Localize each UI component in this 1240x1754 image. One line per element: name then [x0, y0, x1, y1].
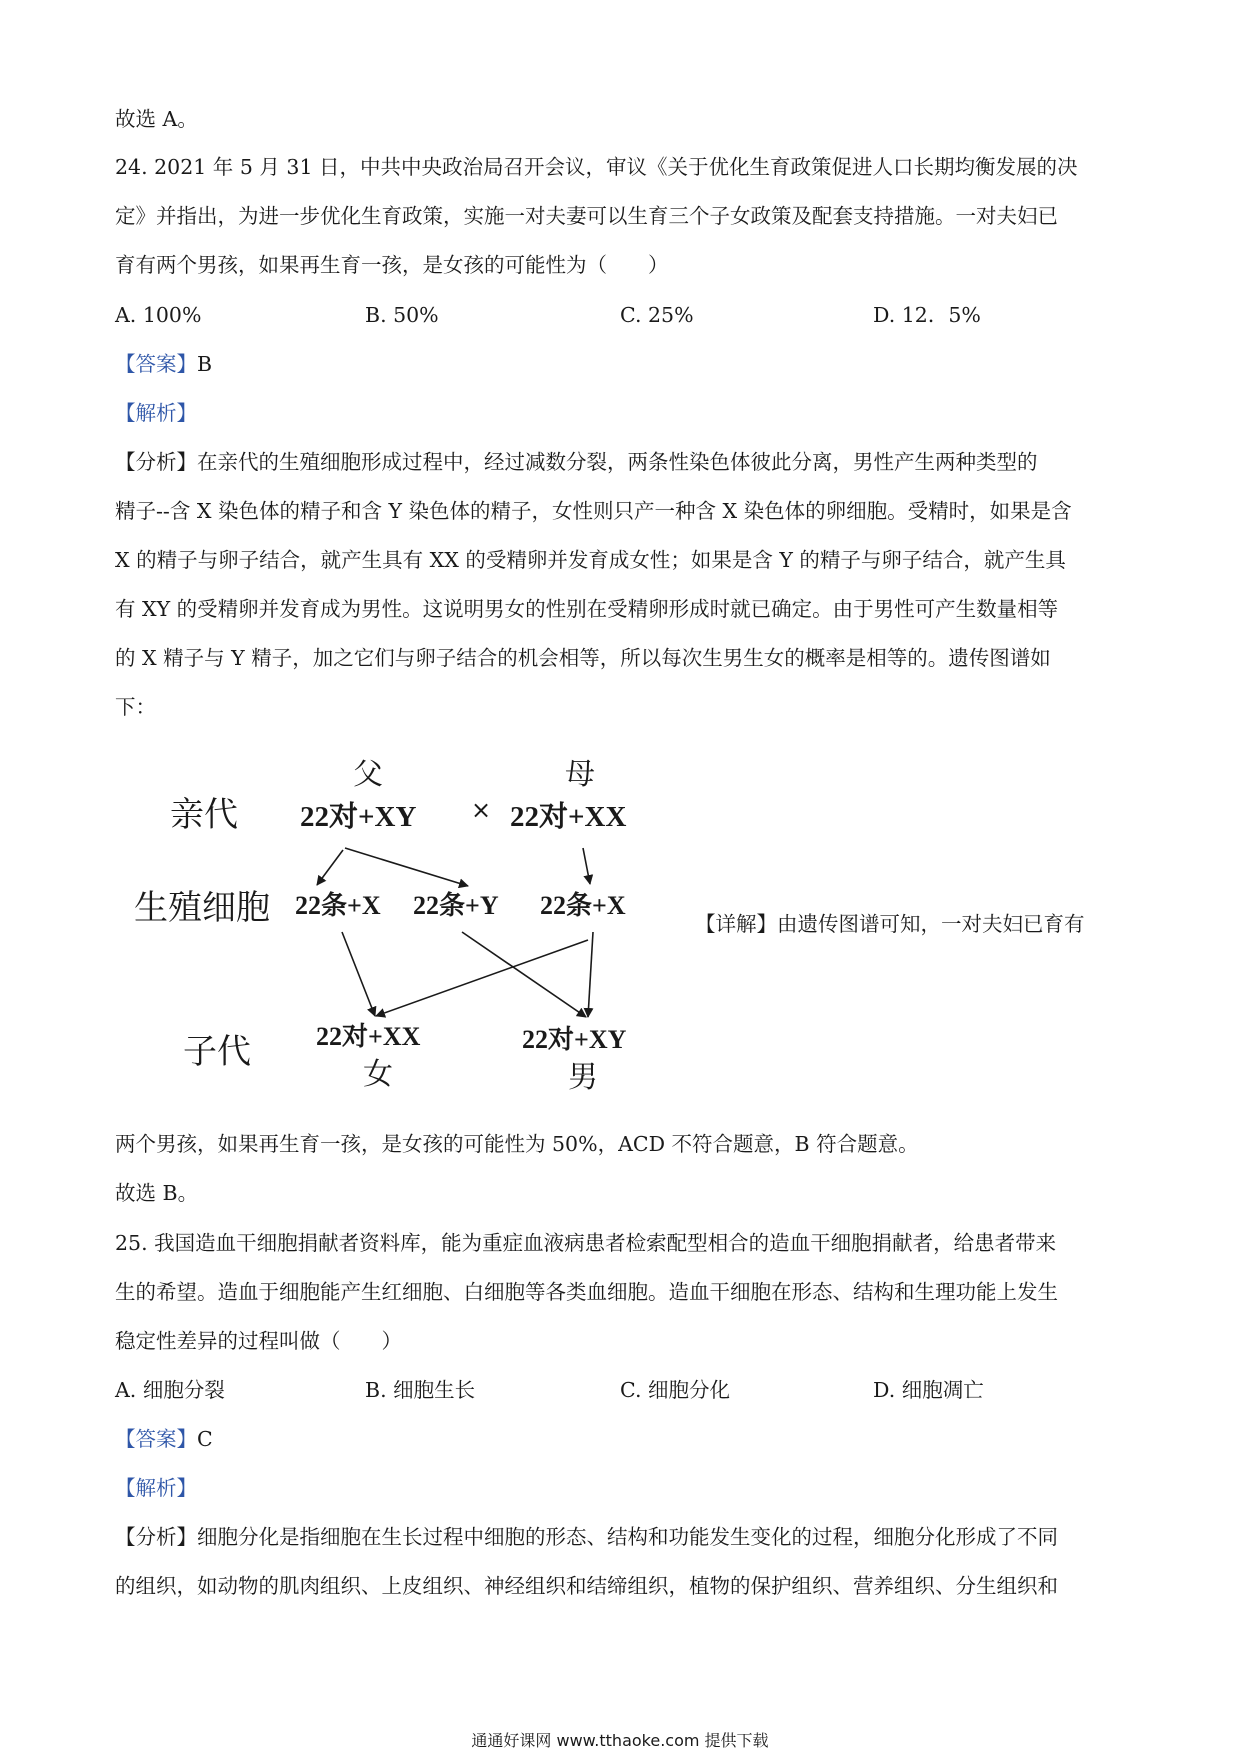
answer-value: C: [197, 1427, 213, 1451]
offspring-generation-label: 子代: [183, 1032, 251, 1072]
conclusion-line: 故选 B。: [115, 1181, 199, 1205]
arrow-my-to-male: [462, 932, 586, 1017]
mother-genotype: 22对+XX: [510, 801, 627, 833]
arrow-father-to-y: [345, 848, 468, 886]
answer-tag: 【答案】: [115, 352, 197, 376]
analysis-line-4: 有 XY 的受精卵并发育成为男性。这说明男女的性别在受精卵形成时就已确定。由于男性可产生数量相等: [115, 597, 1059, 621]
gamete-x-mother: 22条+X: [540, 891, 626, 920]
arrow-mother-to-x: [583, 848, 590, 884]
gamete-x-father: 22条+X: [295, 891, 381, 920]
answer-tag: 【答案】: [115, 1427, 197, 1451]
analysis-line-2: 的组织，如动物的肌肉组织、上皮组织、神经组织和结缔组织，植物的保护组织、营养组织、分生组织和: [115, 1574, 1058, 1598]
offspring-male-genotype: 22对+XY: [522, 1025, 627, 1054]
question-25-line-1: 25. 我国造血干细胞捐献者资料库，能为重症血液病患者检索配型相合的造血干细胞捐献者，给患者带来: [115, 1231, 1057, 1255]
option-b: B. 50%: [365, 303, 439, 327]
footer-source: 通通好课网 www.tthaoke.com 提供下载: [471, 1731, 769, 1750]
detail-line-1: [695, 909, 1125, 939]
detail-tag: 【详解】: [695, 912, 777, 936]
question-24-line-1: 24. 2021 年 5 月 31 日，中共中央政治局召开会议，审议《关于优化生育政策促进人口长期均衡发展的决: [115, 155, 1078, 179]
offspring-female-genotype: 22对+XX: [316, 1022, 421, 1051]
analysis-tag: 【解析】: [115, 401, 197, 425]
analysis-tag: 【解析】: [115, 1476, 197, 1500]
analysis-line-1: [115, 1522, 1130, 1552]
arrow-mx-to-female: [376, 940, 588, 1016]
analysis-heading: [115, 1473, 1130, 1503]
question-24-line-2: 定》并指出，为进一步优化生育政策，实施一对夫妻可以生育三个子女政策及配套支持措施。一对夫妇已: [115, 204, 1058, 228]
question-25-line-2: 生的希望。造血于细胞能产生红细胞、白细胞等各类血细胞。造血干细胞在形态、结构和生理功能上发生: [115, 1280, 1058, 1304]
analysis-sub-tag: 【分析】: [115, 1525, 197, 1549]
offspring-female-sex: 女: [363, 1057, 393, 1092]
answer-value: B: [197, 352, 213, 376]
analysis-text: 细胞分化是指细胞在生长过程中细胞的形态、结构和功能发生变化的过程，细胞分化形成了不同: [197, 1525, 1058, 1549]
mother-label: 母: [565, 757, 595, 792]
analysis-line-2: 精子--含 X 染色体的精子和含 Y 染色体的精子，女性则只产一种含 X 染色体的卵细胞。受精时，如果是含: [115, 499, 1072, 523]
option-a: A. 100%: [115, 303, 202, 327]
arrow-father-to-x: [317, 850, 343, 885]
question-25-line-3: 稳定性差异的过程叫做（ ）: [115, 1329, 402, 1353]
analysis-line-6: 下：: [115, 695, 156, 719]
option-d: D. 12．5%: [873, 303, 981, 327]
father-label: 父: [353, 757, 383, 792]
detail-line-2: 两个男孩，如果再生育一孩，是女孩的可能性为 50%，ACD 不符合题意，B 符合题意。: [115, 1132, 919, 1156]
option-b: B. 细胞生长: [365, 1378, 476, 1402]
analysis-sub-tag: 【分析】: [115, 450, 197, 474]
gamete-y-father: 22条+Y: [413, 891, 499, 920]
arrow-mx-to-male: [588, 932, 593, 1017]
option-c: C. 25%: [620, 303, 694, 327]
analysis-line-5: 的 X 精子与 Y 精子，加之它们与卵子结合的机会相等，所以每次生男生女的概率是相等的。遗传图谱如: [115, 646, 1051, 670]
option-c: C. 细胞分化: [620, 1378, 730, 1402]
cross-symbol: ×: [471, 796, 492, 824]
text-line: 故选 A。: [115, 107, 198, 131]
offspring-male-sex: 男: [568, 1060, 598, 1095]
father-genotype: 22对+XY: [300, 801, 417, 833]
analysis-text: 在亲代的生殖细胞形成过程中，经过减数分裂，两条性染色体彼此分离，男性产生两种类型的: [197, 450, 1038, 474]
option-a: A. 细胞分裂: [115, 1378, 225, 1402]
question-24-line-3: 育有两个男孩，如果再生育一孩，是女孩的可能性为（ ）: [115, 253, 669, 277]
answer-line: [115, 1424, 1130, 1454]
arrow-fx-to-female: [342, 932, 375, 1016]
detail-text: 由遗传图谱可知，一对夫妇已育有: [777, 912, 1085, 936]
option-d: D. 细胞凋亡: [873, 1378, 984, 1402]
parent-generation-label: 亲代: [170, 795, 238, 835]
gamete-generation-label: 生殖细胞: [134, 888, 270, 928]
analysis-line-3: X 的精子与卵子结合，就产生具有 XX 的受精卵并发育成女性；如果是含 Y 的精子与卵子结合，就产生具: [115, 548, 1066, 572]
